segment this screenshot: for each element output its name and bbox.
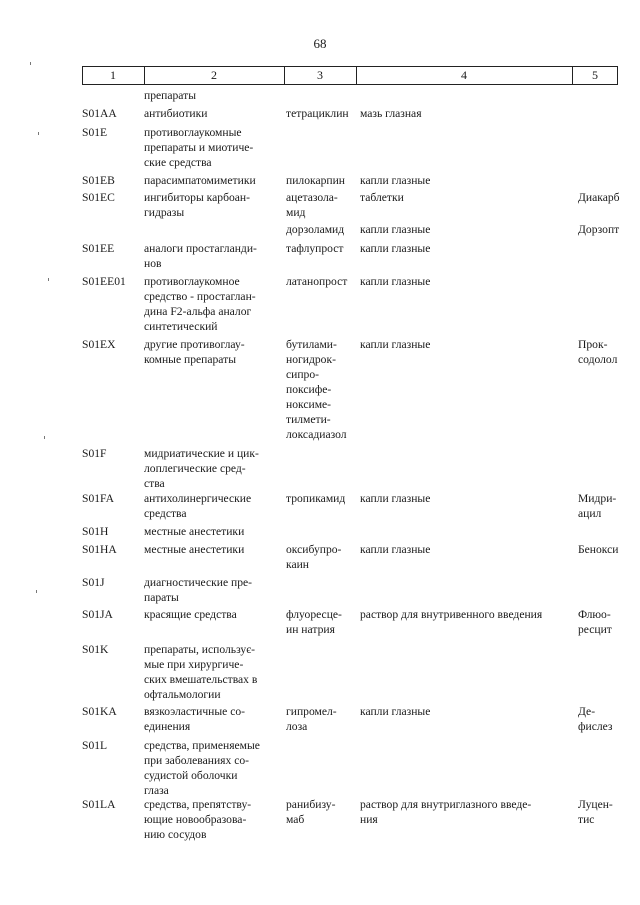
dosage-form: капли глазные bbox=[360, 338, 431, 351]
atc-code: S01AA bbox=[82, 107, 117, 120]
group-name: антибиотики bbox=[144, 107, 208, 120]
brand-name: Бенокси bbox=[578, 543, 619, 556]
atc-code: S01EX bbox=[82, 338, 116, 351]
header-cell-3: 3 bbox=[317, 68, 323, 82]
group-name: мидриатические и цик- лоплегические сред- ства bbox=[144, 447, 259, 490]
dosage-form: таблетки bbox=[360, 191, 404, 204]
group-name: препараты, использує- мые при хирургиче- ских вмешательствах в офтальмологии bbox=[144, 643, 258, 701]
scan-mark bbox=[38, 132, 39, 135]
group-name: вязкоэластичные со- единения bbox=[144, 705, 246, 733]
dosage-form: капли глазные bbox=[360, 492, 431, 505]
dosage-form: мазь глазная bbox=[360, 107, 422, 120]
atc-code: S01HA bbox=[82, 543, 117, 556]
substance-name: пилокарпин bbox=[286, 174, 346, 187]
dosage-form: капли глазные bbox=[360, 543, 431, 556]
atc-code: S01JA bbox=[82, 608, 113, 621]
substance-name: тропикамид bbox=[286, 492, 346, 505]
dosage-form: раствор для внутривенного введения bbox=[360, 608, 543, 621]
group-name: другие противоглау- комные препараты bbox=[144, 338, 245, 366]
atc-code: S01E bbox=[82, 126, 108, 139]
atc-code: S01EE01 bbox=[82, 275, 126, 288]
substance-name: тетрациклин bbox=[286, 107, 349, 120]
substance-name: ацетазола- мид bbox=[286, 191, 338, 219]
atc-code: S01EE bbox=[82, 242, 115, 255]
substance-name: гипромел- лоза bbox=[286, 705, 337, 733]
group-name: антихолинергические средства bbox=[144, 492, 252, 520]
atc-code: S01EC bbox=[82, 191, 115, 204]
scan-mark bbox=[48, 278, 49, 281]
brand-name: Флюо- ресцит bbox=[578, 608, 612, 636]
atc-code: S01H bbox=[82, 525, 109, 538]
dosage-form: капли глазные bbox=[360, 223, 431, 236]
group-name: противоглаукомные препараты и миотиче- ские средства bbox=[144, 126, 254, 169]
brand-name: Мидри- ацил bbox=[578, 492, 617, 520]
substance-name: ранибизу- маб bbox=[286, 798, 336, 826]
atc-code: S01J bbox=[82, 576, 105, 589]
atc-code: S01EB bbox=[82, 174, 115, 187]
brand-name: Де- фислез bbox=[578, 705, 613, 733]
group-name: средства, применяемые при заболеваниях со- судистой оболочки глаза bbox=[144, 739, 260, 797]
header-cell-1: 1 bbox=[110, 68, 116, 82]
brand-name: Прок- содолол bbox=[578, 338, 618, 366]
scan-mark bbox=[36, 590, 37, 593]
group-name: ингибиторы карбоан- гидразы bbox=[144, 191, 250, 219]
column-divider bbox=[617, 67, 618, 84]
dosage-form: капли глазные bbox=[360, 174, 431, 187]
group-name: противоглаукомное средство - простаглан- дина F2-альфа аналог синтетический bbox=[144, 275, 256, 333]
group-name: красящие средства bbox=[144, 608, 237, 621]
dosage-form: раствор для внутриглазного введе- ния bbox=[360, 798, 532, 826]
scan-mark bbox=[30, 62, 31, 65]
scan-mark bbox=[44, 436, 45, 439]
continuation-text: препараты bbox=[144, 89, 196, 102]
atc-code: S01FA bbox=[82, 492, 115, 505]
substance-name: флуоресце- ин натрия bbox=[286, 608, 342, 636]
group-name: аналоги простагланди- нов bbox=[144, 242, 257, 270]
group-name: диагностические пре- параты bbox=[144, 576, 253, 604]
page-number: 68 bbox=[313, 36, 327, 51]
dosage-form: капли глазные bbox=[360, 705, 431, 718]
dosage-form: капли глазные bbox=[360, 242, 431, 255]
atc-code: S01K bbox=[82, 643, 109, 656]
substance-name: дорзоламид bbox=[286, 223, 345, 236]
brand-name: Диакарб bbox=[578, 191, 620, 204]
group-name: местные анестетики bbox=[144, 543, 245, 556]
substance-name: оксибупро- каин bbox=[286, 543, 342, 571]
group-name: средства, препятству- ющие новообразова- нию сосудов bbox=[144, 798, 252, 841]
header-cell-4: 4 bbox=[461, 68, 467, 82]
header-cell-5: 5 bbox=[592, 68, 598, 82]
dosage-form: капли глазные bbox=[360, 275, 431, 288]
substance-name: тафлупрост bbox=[286, 242, 344, 255]
atc-code: S01KA bbox=[82, 705, 117, 718]
group-name: парасимпатомиметики bbox=[144, 174, 256, 187]
header-cell-2: 2 bbox=[211, 68, 217, 82]
brand-name: Луцен- тис bbox=[578, 798, 613, 826]
substance-name: бутилами- ногидрок- сипро- поксифе- ноксиме- тилмети- локсадиазол bbox=[286, 338, 347, 441]
table-header bbox=[82, 66, 618, 85]
brand-name: Дорзопт bbox=[578, 223, 620, 236]
group-name: местные анестетики bbox=[144, 525, 245, 538]
atc-code: S01LA bbox=[82, 798, 116, 811]
atc-code: S01L bbox=[82, 739, 108, 752]
substance-name: латанопрост bbox=[286, 275, 348, 288]
atc-code: S01F bbox=[82, 447, 107, 460]
